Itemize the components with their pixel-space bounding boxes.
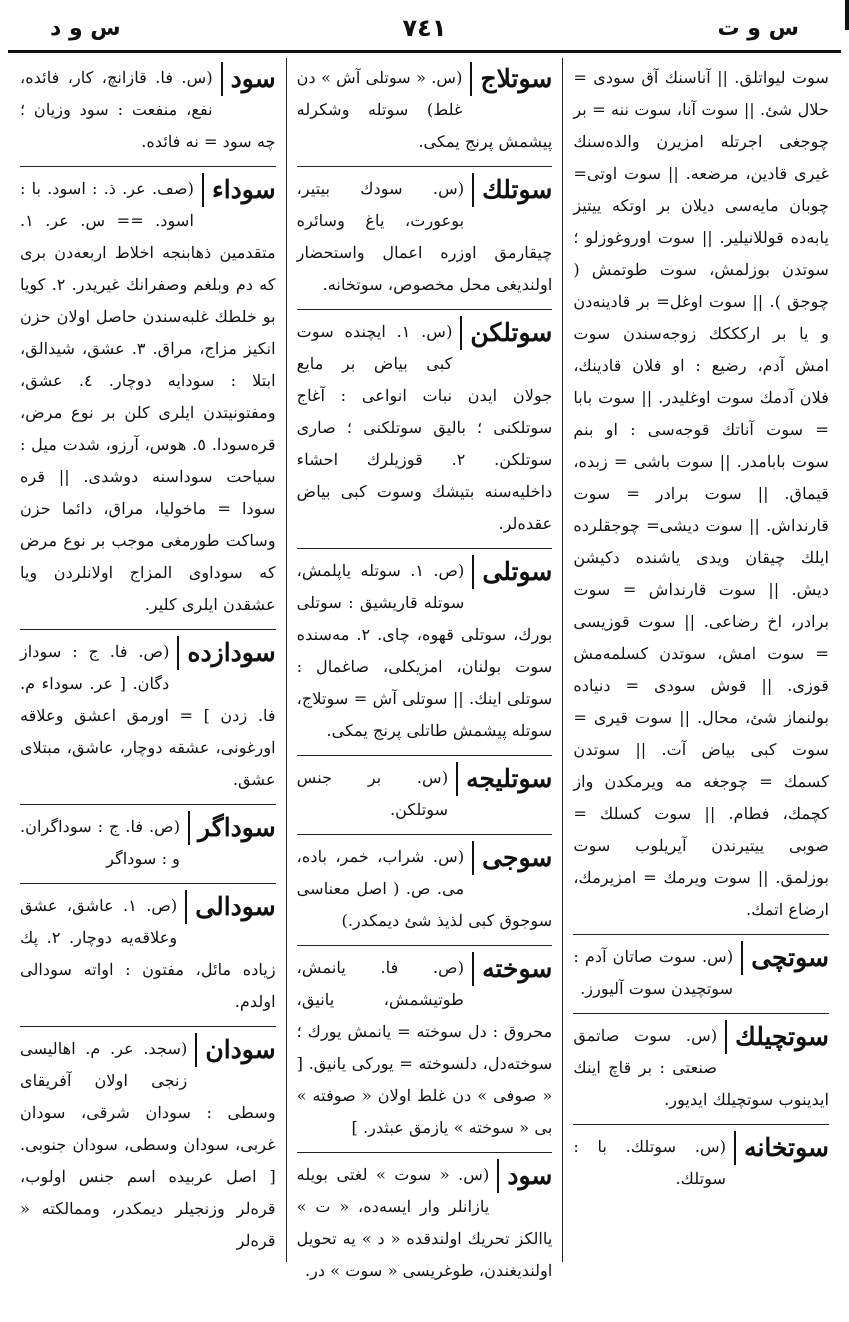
entry-text: (س. سوتلك. با : سوتلك. [573, 1137, 727, 1188]
entry [297, 166, 553, 301]
entry [20, 1026, 276, 1257]
entry-headword: سوخته [472, 952, 552, 986]
page-header [10, 8, 839, 48]
entry [297, 548, 553, 747]
entry [297, 834, 553, 937]
entry-text: (ص. ١. عاشق، عشق وعلاقەيه دوچار. ٢. پك زياده مائل، مفتون : اواته سودالى اولدم. [19, 896, 276, 1011]
columns [10, 58, 839, 1280]
entry [297, 945, 553, 1144]
entry [20, 804, 276, 875]
entry-text: (س. سوت صاتان آدم : سوتچيدن سوت آليورز. [573, 947, 734, 998]
entry-text: (ص. فا. ج : سوداز دگان. [ عر. سوداء م. فا. زدن ] = اورمق اعشق وعلاقه اورغونى، عشقه دوچار، عاشق، مبتلاى عشق. [19, 642, 276, 789]
page-number: ٧٤١ [402, 14, 447, 42]
entry-text: (صڡ. عر. ذ. : اسود. با : اسود. == س. عر. ١. متقدمين ذهابنجه اخلاط اربعەدن برى كه دم وبلغم وصفرانك غيريدر. ٢. كويا بو خلطك غلبەسندن حاصل اولان حزن انكيز مزاج، مراق. ٣. عشق، شيدالق، ابتلا : سودايه دوچار. ٤. عشق، ومفتونيتدن ايلرى كلن بر نوع مرض، قرەسودا. ٥. هوس، آرزو، شدت ميل : سياحت سوداسنه دوشدى. || قره سودا = ماخوليا، مراق، دائما حزن وساكت طورمغى موجب بر نوع مرض كه سوداوى المزاج اولانلردن ويا عشقدن ايلرى كلير. [19, 179, 276, 614]
entry [297, 309, 553, 540]
entry-text: (س. سودك بيتير، بوعورت، ياغ وسائره چيقارمق اوزره اعمال واستحضار اولنديغى محل مخصوص، سوتخانه. [296, 179, 553, 294]
entry-headword: سوتچيلك [725, 1020, 829, 1054]
entry-headword: سودازده [177, 636, 275, 670]
entry-text: (س. « سوت » لغتى بويله يازانلر وار ايسەده، « ت » ياالكز تحريك اولندقده « د » يه تحويل اولنديغندن، طوغريسى « سوت » در. [296, 1165, 553, 1280]
entry-text: (س. بر جنس سوتلكن. [296, 768, 449, 819]
entry [297, 755, 553, 826]
entry [20, 166, 276, 621]
entry-headword: سوتليجه [456, 762, 552, 796]
entry-headword: سوتلك [472, 173, 552, 207]
entry-headword: سوتخانه [734, 1131, 829, 1165]
entry-text: (سجد. عر. م. اهاليسى زنجى اولان آفريقاى وسطى : سودان شرقى، سودان غربى، سودان وسطى، سودان جنوبى. [ اصل عربيدە اسم جنس اولوب، قرەلر وزنجيلر ديمكدر، وممالكته « قرەلر [19, 1039, 276, 1250]
entry-headword: سوتلاج [470, 62, 552, 96]
entry [573, 1124, 829, 1195]
entry-text: (س. ١. ايچنده سوت كبى بياض بر مايع جولان ايدن نبات انواعى : آغاج سوتلكنى ؛ باليق سوتلكنى ؛ صارى سوتلكن. ٢. قوزيلرك احشاء داخليەسنە بتيشك وسوت كبى بياض عقدەلر. [296, 322, 553, 533]
entry-headword: سود [497, 1159, 552, 1193]
entry-headword: سودان [195, 1033, 275, 1067]
entry-headword: سوجى [472, 841, 552, 875]
entry-text: سوت ليواتلق. || آناسنك آق سودى = حلال شئ. || سوت آنا، سوت ننه = بر چوجغى اجرتله امزيرن والدەسنك غيرى قادين، مرضعه. || سوت اوتى= چوبان مايەسى ديلان بر اوتكه ييتيز يابەدە قوللانيلير. || سوت اوروغوزلو ؛ سوتدن بوزلمش، سوت طوتمش ( چوجق ). || سوت اوغل= بر قادينەدن و يا بر اركككك زوجەسندن سوت امش آدم، رضيع : او فلان قادينك، فلان آدمك سوت اوغليدر. || سوت بابا = سوت آناتك قوجەسى : او بنم سوت بابامدر. || سوت باشى = زبدە، قيماق. || سوت برادر = سوت قارنداش. || سوت ديشى= چوجقلرده ايلك چيقان ويدى ياشندە دكيشن ديش. || سوت قارنداش = سوت برادر، اخ رضاعى. || سوت قوزيسى = سوت امش، سوتدن كسلمەمش قوزى. || قوش سودى = دنياده بولنماز شئ، محال. || سوت قيرى = سوت كبى بياض آت. || سوتدن كسمك = چوجغه مه ويرمكدن واز كچمك، فطام. || سوت كسلك = صوبى ييتيرندن آيريلوب سوت بوزلمق. || سوت ويرمك = امزيرمك، ارضاع اتمك. [573, 68, 829, 919]
header-rule [8, 50, 841, 53]
entry [20, 62, 276, 158]
entry [573, 62, 829, 926]
entry-headword: سوداء [202, 173, 276, 207]
entry-text: (س. سوت صاتمق صنعتى : بر قاچ اينك ايدينوب سوتچيلك ايديور. [573, 1026, 829, 1109]
entry-headword: سوتلى [472, 555, 552, 589]
entry [297, 62, 553, 158]
entry [297, 1152, 553, 1287]
column-middle [287, 58, 564, 1280]
entry [20, 883, 276, 1018]
column-right [563, 58, 839, 1262]
entry [20, 629, 276, 796]
entry-text: (س. « سوتلى آش » دن غلط) سوتله وشكرله پيشمش پرنج يمكى. [296, 68, 553, 151]
entry [573, 934, 829, 1005]
column-left [10, 58, 287, 1262]
entry-text: (س. شراب، خمر، باده، مى. ص. ( اصل معناسى سوجوق كبى لذيذ شئ ديمكدر.) [296, 847, 553, 930]
entry [573, 1013, 829, 1116]
entry-headword: سودالى [185, 890, 275, 924]
page-edge-mark [845, 0, 849, 30]
entry-headword: سود [221, 62, 276, 96]
entry-headword: سوداگر [188, 811, 276, 845]
entry-text: (ص. ١. سوتله ياپلمش، سوتله قاريشيق : سوتلى بورك، سوتلى قهوه، چاى. ٢. مەسندە سوت بولنان، امزيكلى، صاغمال : سوتلى اينك. || سوتلى آش = سوتلاج، سوتله پيشمش طاتلى پرنج يمكى. [296, 561, 553, 740]
header-right-guide: س و ت [717, 15, 799, 41]
header-left-guide: س و د [50, 15, 121, 41]
entry-text: (ص. فا. يانمش، طوتيشمش، يانيق، محروق : دل سوخته = يانمش يورك ؛ سوختەدل، دلسوخته = يوركى يانيق. [ « صوفى » دن غلط اولان « صوفته » بى « سوخته » يازمق عبثدر. ] [296, 958, 553, 1137]
entry-headword: سوتلكن [460, 316, 552, 350]
entry-headword: سوتچى [741, 941, 829, 975]
entry-text: (ص. فا. ج : سوداگران. و : سوداگر [19, 817, 181, 868]
entry-text: (س. فا. قازانچ، كار، فائده، نفع، منفعت : سود وزيان ؛ چه سود = نه فائده. [19, 68, 276, 151]
